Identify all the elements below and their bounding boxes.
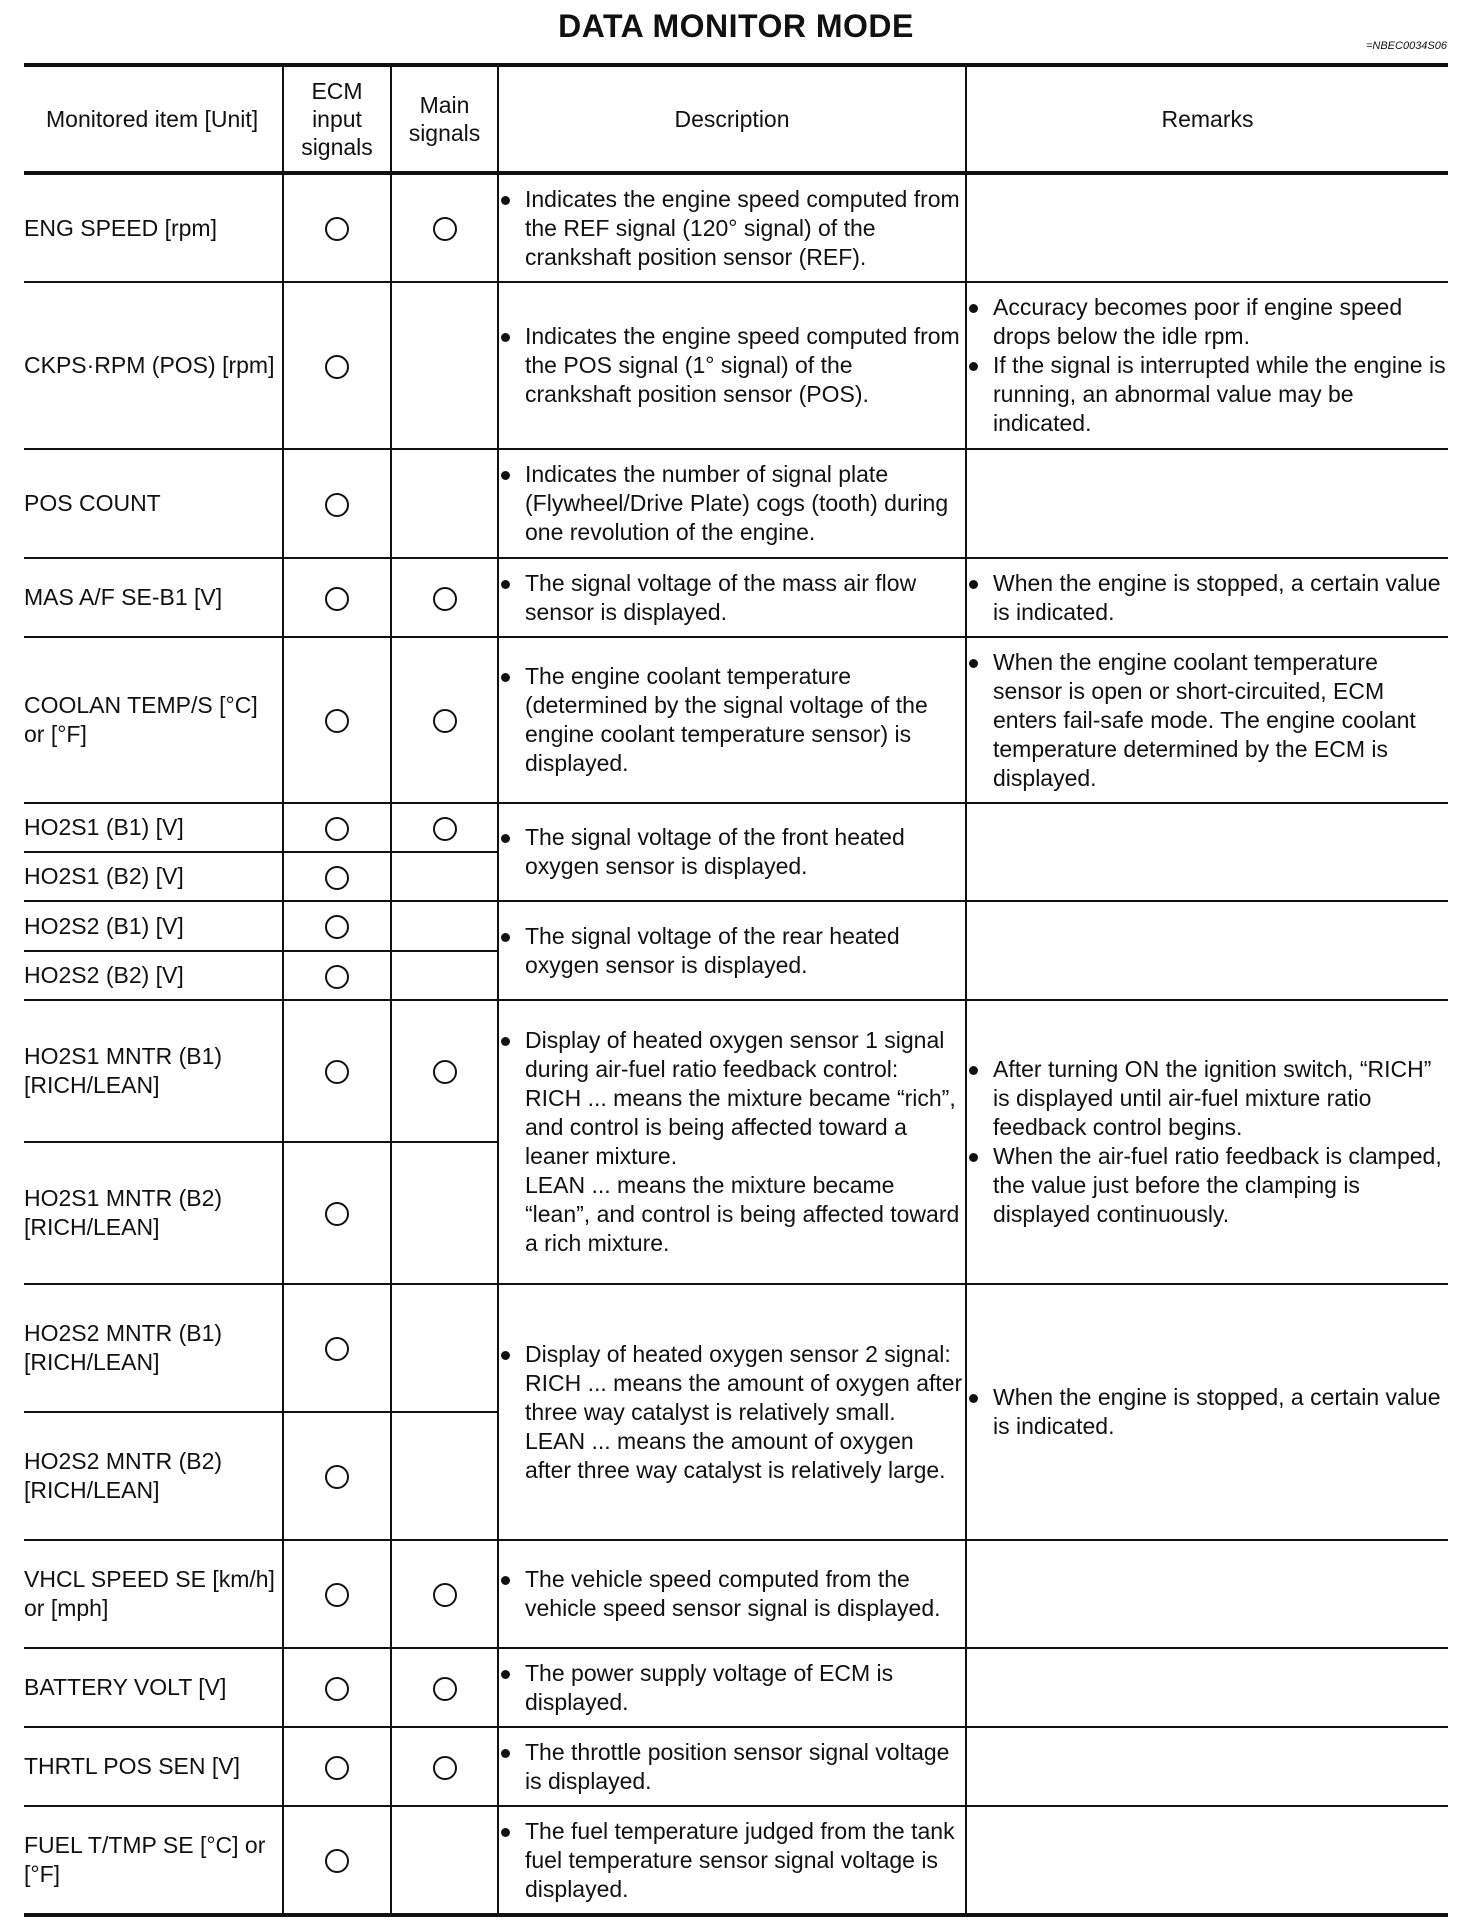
item-ho2s1-b2: HO2S1 (B2) [V] xyxy=(24,852,283,901)
header-ecm-line-1: ECM xyxy=(311,78,363,104)
description-cell xyxy=(498,449,966,558)
page-title: DATA MONITOR MODE xyxy=(558,8,914,44)
remark-text: Accuracy becomes poor if engine speed drops below the idle rpm. xyxy=(967,293,1448,351)
circle-mark-icon xyxy=(325,1202,349,1226)
remark-text: When the engine is stopped, a certain value is indicated. xyxy=(967,569,1448,627)
ecm-input-mark xyxy=(283,1412,391,1540)
description-cell xyxy=(498,1284,966,1540)
main-signal-mark xyxy=(391,1412,498,1540)
circle-mark-icon xyxy=(325,355,349,379)
item-ckps-rpm: CKPS·RPM (POS) [rpm] xyxy=(24,282,283,449)
circle-mark-icon xyxy=(433,817,457,841)
item-ho2s1-b1: HO2S1 (B1) [V] xyxy=(24,803,283,852)
remark-text: When the engine coolant temperature sensor is open or short-circuited, ECM enters fail-safe mode. The engine coolant temperature determined by the ECM is displayed. xyxy=(967,648,1448,793)
description-lean-text: LEAN ... means the amount of oxygen after three way catalyst is relatively large. xyxy=(525,1427,946,1483)
main-signal-mark xyxy=(391,1648,498,1727)
circle-mark-icon xyxy=(325,915,349,939)
circle-mark-icon xyxy=(325,1677,349,1701)
header-remarks: Remarks xyxy=(966,65,1448,173)
remark-text: After turning ON the ignition switch, “RICH” is displayed until air-fuel mixture ratio feedback control begins. xyxy=(967,1055,1448,1142)
main-signal-mark xyxy=(391,558,498,637)
description-text: The throttle position sensor signal voltage is displayed. xyxy=(499,1738,965,1796)
header-main-line-1: Main xyxy=(419,92,470,118)
item-ho2s2-mntr-b1: HO2S2 MNTR (B1) [RICH/LEAN] xyxy=(24,1284,283,1412)
item-coolan-temp: COOLAN TEMP/S [°C] or [°F] xyxy=(24,637,283,803)
header-description: Description xyxy=(498,65,966,173)
description-cell xyxy=(498,1806,966,1915)
item-mas-af: MAS A/F SE-B1 [V] xyxy=(24,558,283,637)
main-signal-mark xyxy=(391,1142,498,1284)
description-text: Indicates the engine speed computed from the POS signal (1° signal) of the crankshaft position sensor (POS). xyxy=(499,322,965,409)
ecm-input-mark xyxy=(283,901,391,951)
remarks-cell xyxy=(966,1540,1448,1648)
main-signal-mark xyxy=(391,1540,498,1648)
table-row xyxy=(24,1540,1448,1648)
description-text: Display of heated oxygen sensor 2 signal: xyxy=(525,1340,951,1367)
table-row xyxy=(24,282,1448,449)
item-ho2s2-b2: HO2S2 (B2) [V] xyxy=(24,951,283,1000)
remarks-cell xyxy=(966,1806,1448,1915)
circle-mark-icon xyxy=(325,709,349,733)
item-ho2s2-b1: HO2S2 (B1) [V] xyxy=(24,901,283,951)
table-row xyxy=(24,803,1448,852)
circle-mark-icon xyxy=(433,1060,457,1084)
circle-mark-icon xyxy=(325,1583,349,1607)
remarks-cell xyxy=(966,1284,1448,1540)
header-ecm-input-signals xyxy=(283,65,391,173)
ecm-input-mark xyxy=(283,173,391,282)
description-lean-text: LEAN ... means the mixture became “lean”, and control is being affected toward a rich mixture. xyxy=(525,1172,960,1256)
item-vhcl-speed: VHCL SPEED SE [km/h] or [mph] xyxy=(24,1540,283,1648)
description-text: Display of heated oxygen sensor 1 signal during air-fuel ratio feedback control: xyxy=(525,1027,945,1082)
header-monitored-item: Monitored item [Unit] xyxy=(24,65,283,173)
table-row xyxy=(24,449,1448,558)
circle-mark-icon xyxy=(325,1849,349,1873)
description-cell xyxy=(498,282,966,449)
remarks-cell xyxy=(966,282,1448,449)
table-row xyxy=(24,1000,1448,1142)
remark-text: When the engine is stopped, a certain value is indicated. xyxy=(967,1383,1448,1441)
item-thrtl-pos: THRTL POS SEN [V] xyxy=(24,1727,283,1806)
item-ho2s1-mntr-b1: HO2S1 MNTR (B1) [RICH/LEAN] xyxy=(24,1000,283,1142)
description-cell xyxy=(498,803,966,901)
ecm-input-mark xyxy=(283,803,391,852)
main-signal-mark xyxy=(391,852,498,901)
description-text: The signal voltage of the rear heated oxygen sensor is displayed. xyxy=(499,922,965,980)
circle-mark-icon xyxy=(325,217,349,241)
main-signal-mark xyxy=(391,282,498,449)
header-ecm-line-3: signals xyxy=(301,134,373,160)
remarks-cell xyxy=(966,173,1448,282)
description-cell xyxy=(498,901,966,1000)
circle-mark-icon xyxy=(325,965,349,989)
ecm-input-mark xyxy=(283,282,391,449)
description-cell xyxy=(498,1540,966,1648)
table-row xyxy=(24,558,1448,637)
description-text: The power supply voltage of ECM is displayed. xyxy=(499,1659,965,1717)
remarks-cell xyxy=(966,1000,1448,1284)
circle-mark-icon xyxy=(325,1337,349,1361)
main-signal-mark xyxy=(391,1284,498,1412)
circle-mark-icon xyxy=(325,817,349,841)
item-ho2s2-mntr-b2: HO2S2 MNTR (B2) [RICH/LEAN] xyxy=(24,1412,283,1540)
table-row xyxy=(24,637,1448,803)
remarks-cell xyxy=(966,449,1448,558)
table-row xyxy=(24,1648,1448,1727)
ecm-input-mark xyxy=(283,1727,391,1806)
header-ecm-line-2: input xyxy=(312,106,362,132)
main-signal-mark xyxy=(391,637,498,803)
description-text: The signal voltage of the front heated oxygen sensor is displayed. xyxy=(499,823,965,881)
description-text: Indicates the number of signal plate (Flywheel/Drive Plate) cogs (tooth) during one revolution of the engine. xyxy=(499,460,965,547)
main-signal-mark xyxy=(391,803,498,852)
remark-text: If the signal is interrupted while the engine is running, an abnormal value may be indicated. xyxy=(967,351,1448,438)
header-main-line-2: signals xyxy=(408,120,481,146)
description-cell xyxy=(498,637,966,803)
description-rich-text: RICH ... means the mixture became “rich”, and control is being affected toward a leaner mixture. xyxy=(525,1085,956,1169)
item-battery-volt: BATTERY VOLT [V] xyxy=(24,1648,283,1727)
ecm-input-mark xyxy=(283,852,391,901)
circle-mark-icon xyxy=(325,1060,349,1084)
remarks-cell xyxy=(966,558,1448,637)
description-text: The engine coolant temperature (determined by the signal voltage of the engine coolant temperature sensor) is displayed. xyxy=(499,662,965,778)
description-text: The signal voltage of the mass air flow sensor is displayed. xyxy=(499,569,965,627)
ecm-input-mark xyxy=(283,637,391,803)
remarks-cell xyxy=(966,901,1448,1000)
remark-text: When the air-fuel ratio feedback is clamped, the value just before the clamping is displayed continuously. xyxy=(967,1142,1448,1229)
ecm-input-mark xyxy=(283,1142,391,1284)
remarks-cell xyxy=(966,1727,1448,1806)
ecm-input-mark xyxy=(283,1806,391,1915)
item-pos-count: POS COUNT xyxy=(24,449,283,558)
circle-mark-icon xyxy=(433,217,457,241)
ecm-input-mark xyxy=(283,1000,391,1142)
main-signal-mark xyxy=(391,951,498,1000)
main-signal-mark xyxy=(391,1806,498,1915)
circle-mark-icon xyxy=(433,587,457,611)
description-item xyxy=(499,1340,965,1485)
circle-mark-icon xyxy=(325,1465,349,1489)
table-row xyxy=(24,1284,1448,1412)
description-cell xyxy=(498,558,966,637)
description-text: The fuel temperature judged from the tank fuel temperature sensor signal voltage is displayed. xyxy=(499,1817,965,1904)
main-signal-mark xyxy=(391,173,498,282)
circle-mark-icon xyxy=(325,866,349,890)
description-cell xyxy=(498,1648,966,1727)
item-ho2s1-mntr-b2: HO2S1 MNTR (B2) [RICH/LEAN] xyxy=(24,1142,283,1284)
circle-mark-icon xyxy=(325,587,349,611)
description-cell xyxy=(498,1000,966,1284)
document-code: =NBEC0034S06 xyxy=(1365,40,1447,52)
remarks-cell xyxy=(966,1648,1448,1727)
header-row xyxy=(24,65,1448,173)
circle-mark-icon xyxy=(325,493,349,517)
main-signal-mark xyxy=(391,901,498,951)
table-row xyxy=(24,1727,1448,1806)
table-row xyxy=(24,1806,1448,1915)
circle-mark-icon xyxy=(325,1756,349,1780)
item-eng-speed: ENG SPEED [rpm] xyxy=(24,173,283,282)
table-row xyxy=(24,173,1448,282)
circle-mark-icon xyxy=(433,709,457,733)
ecm-input-mark xyxy=(283,449,391,558)
description-rich-text: RICH ... means the amount of oxygen after three way catalyst is relatively small. xyxy=(525,1369,963,1425)
ecm-input-mark xyxy=(283,1540,391,1648)
description-text: Indicates the engine speed computed from the REF signal (120° signal) of the crankshaft position sensor (REF). xyxy=(499,185,965,272)
table-row xyxy=(24,901,1448,951)
header-main-signals xyxy=(391,65,498,173)
circle-mark-icon xyxy=(433,1677,457,1701)
ecm-input-mark xyxy=(283,1284,391,1412)
description-cell xyxy=(498,1727,966,1806)
circle-mark-icon xyxy=(433,1756,457,1780)
main-signal-mark xyxy=(391,1000,498,1142)
main-signal-mark xyxy=(391,1727,498,1806)
data-monitor-table xyxy=(24,63,1448,1917)
remarks-cell xyxy=(966,803,1448,901)
ecm-input-mark xyxy=(283,1648,391,1727)
ecm-input-mark xyxy=(283,951,391,1000)
circle-mark-icon xyxy=(433,1583,457,1607)
description-text: The vehicle speed computed from the vehicle speed sensor signal is displayed. xyxy=(499,1565,965,1623)
remarks-cell xyxy=(966,637,1448,803)
description-item xyxy=(499,1026,965,1258)
ecm-input-mark xyxy=(283,558,391,637)
item-fuel-tmp: FUEL T/TMP SE [°C] or [°F] xyxy=(24,1806,283,1915)
description-cell xyxy=(498,173,966,282)
main-signal-mark xyxy=(391,449,498,558)
